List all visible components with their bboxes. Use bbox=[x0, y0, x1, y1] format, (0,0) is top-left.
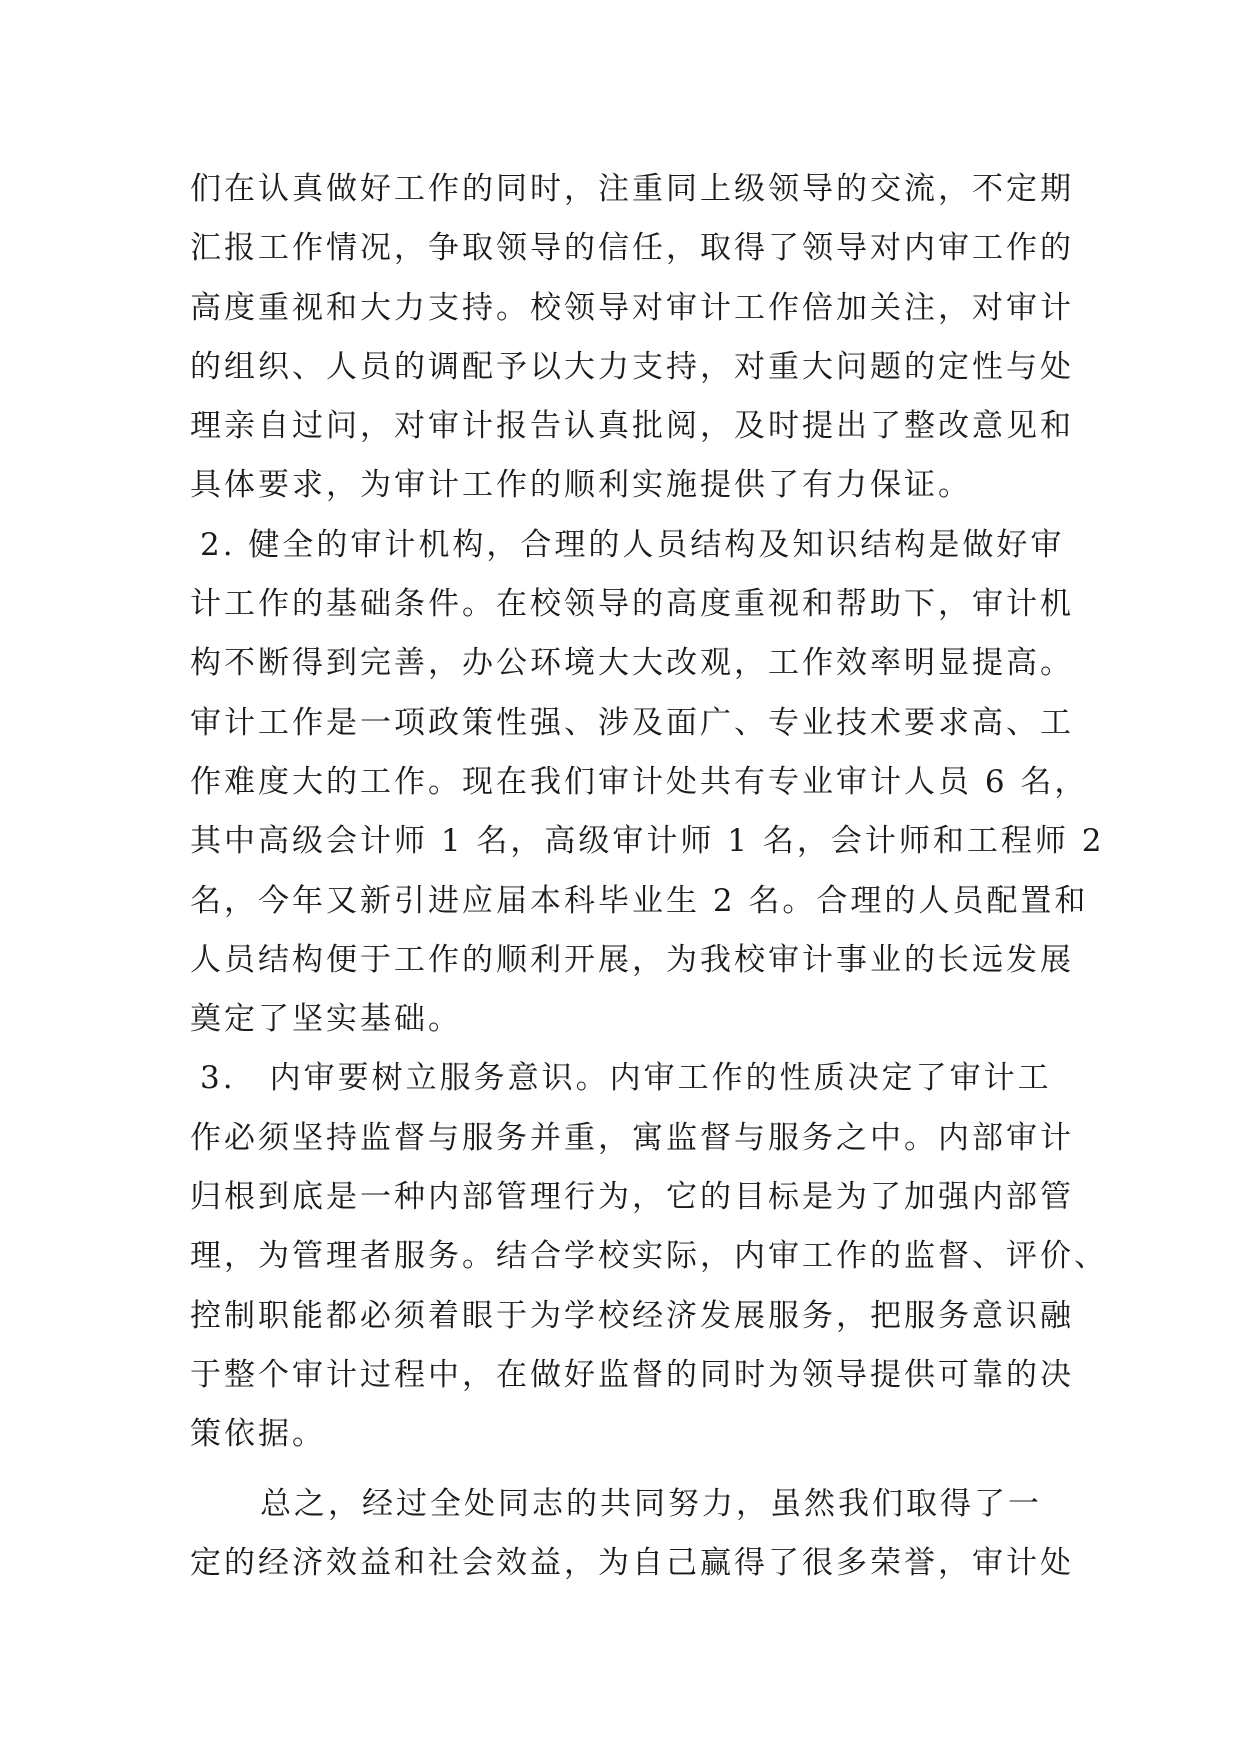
text-line: 高度重视和大力支持。校领导对审计工作倍加关注，对审计 bbox=[190, 289, 1074, 326]
text-line: 归根到底是一种内部管理行为，它的目标是为了加强内部管 bbox=[190, 1179, 1074, 1216]
list-item-3-start: 3. 内审要树立服务意识。内审工作的性质决定了审计工 bbox=[200, 1060, 1052, 1097]
text-line: 控制职能都必须着眼于为学校经济发展服务，把服务意识融 bbox=[190, 1297, 1074, 1334]
text-line: 汇报工作情况，争取领导的信任，取得了领导对内审工作的 bbox=[190, 230, 1074, 267]
text-line: 于整个审计过程中，在做好监督的同时为领导提供可靠的决 bbox=[190, 1356, 1074, 1393]
text-line: 定的经济效益和社会效益，为自己赢得了很多荣誉，审计处 bbox=[190, 1544, 1074, 1581]
text-line: 名，今年又新引进应届本科毕业生 2 名。合理的人员配置和 bbox=[190, 882, 1089, 919]
text-line: 人员结构便于工作的顺利开展，为我校审计事业的长远发展 bbox=[190, 941, 1074, 978]
text-line: 策依据。 bbox=[190, 1416, 326, 1453]
text-line: 理亲自过问，对审计报告认真批阅，及时提出了整改意见和 bbox=[190, 408, 1074, 445]
text-line: 审计工作是一项政策性强、涉及面广、专业技术要求高、工 bbox=[190, 704, 1074, 741]
text-line: 的组织、人员的调配予以大力支持，对重大问题的定性与处 bbox=[190, 348, 1074, 385]
text-line: 构不断得到完善，办公环境大大改观，工作效率明显提高。 bbox=[190, 645, 1074, 682]
text-line: 作难度大的工作。现在我们审计处共有专业审计人员 6 名， bbox=[190, 763, 1089, 800]
list-item-2-start: 2. 健全的审计机构，合理的人员结构及知识结构是做好审 bbox=[200, 526, 1065, 563]
document-body bbox=[190, 160, 1108, 1593]
text-line: 计工作的基础条件。在校领导的高度重视和帮助下，审计机 bbox=[190, 586, 1074, 623]
text-line: 奠定了坚实基础。 bbox=[190, 1001, 462, 1038]
text-line: 作必须坚持监督与服务并重，寓监督与服务之中。内部审计 bbox=[190, 1119, 1074, 1156]
text-line: 理，为管理者服务。结合学校实际，内审工作的监督、评价、 bbox=[190, 1238, 1108, 1275]
text-line: 具体要求，为审计工作的顺利实施提供了有力保证。 bbox=[190, 467, 972, 504]
text-line: 们在认真做好工作的同时，注重同上级领导的交流，不定期 bbox=[190, 171, 1074, 207]
conclusion-paragraph-start: 总之，经过全处同志的共同努力，虽然我们取得了一 bbox=[260, 1485, 1042, 1522]
text-line: 其中高级会计师 1 名，高级审计师 1 名，会计师和工程师 2 bbox=[190, 823, 1105, 860]
